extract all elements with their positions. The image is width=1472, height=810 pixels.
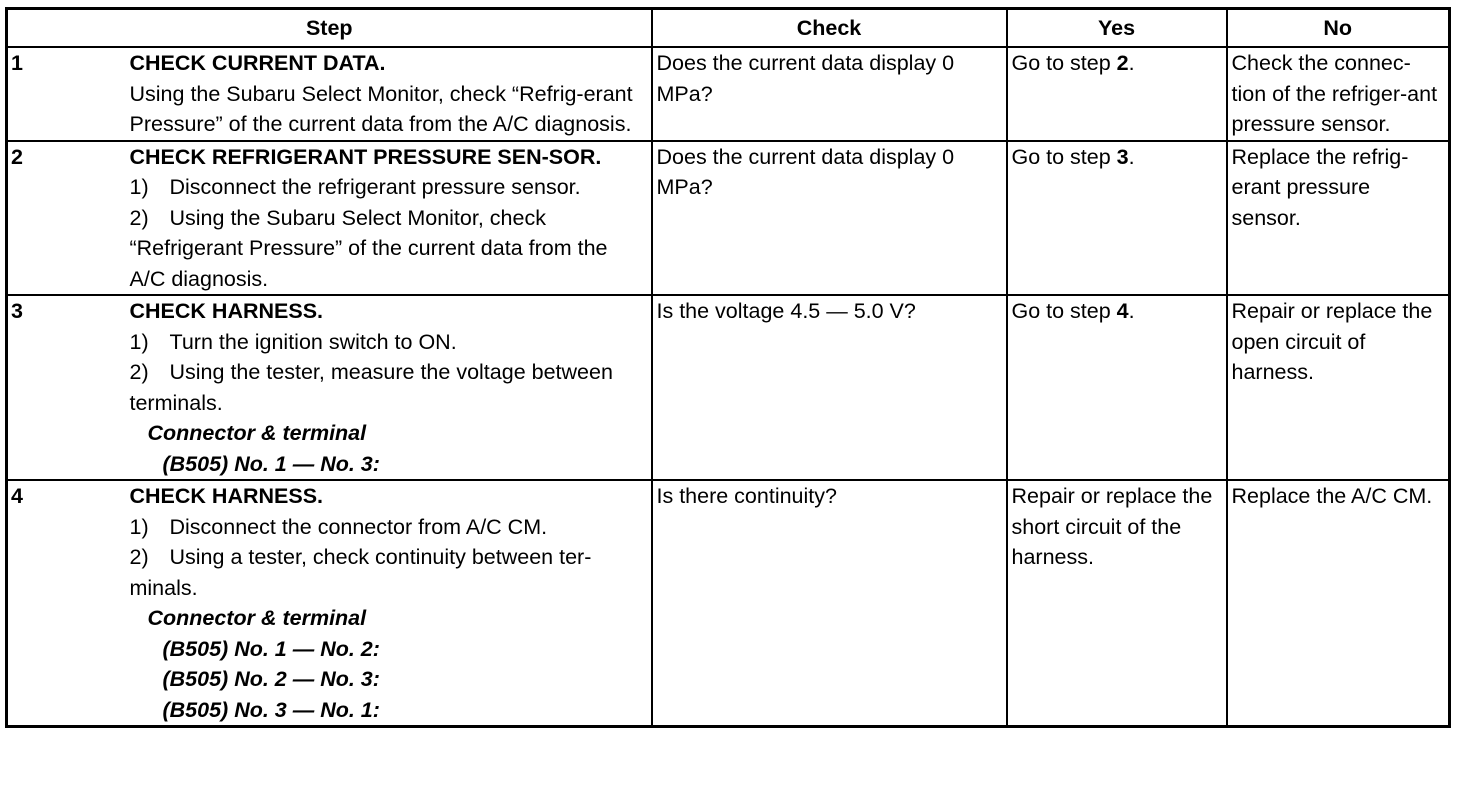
step-item: 2) Using the tester, measure the voltage between terminals. <box>129 360 613 415</box>
step-cell <box>124 47 652 141</box>
header-yes: Yes <box>1007 9 1227 48</box>
step-text: Using the Subaru Select Monitor, check “Refrig-erant Pressure” of the current data from the A/C diagnosis. <box>129 81 633 136</box>
step-item: 1) Turn the ignition switch to ON. <box>129 329 457 354</box>
table-row <box>7 295 1450 480</box>
no-cell: Check the connec-tion of the refriger-ant pressure sensor. <box>1227 47 1450 141</box>
step-cell <box>124 295 652 480</box>
header-check: Check <box>652 9 1007 48</box>
check-cell: Does the current data display 0 MPa? <box>652 47 1007 141</box>
connector-label: Connector & terminal <box>147 421 367 445</box>
step-item: 2) Using the Subaru Select Monitor, check “Refrigerant Pressure” of the current data from the A/C diagnosis. <box>129 205 608 291</box>
step-cell <box>124 480 652 727</box>
check-cell: Is there continuity? <box>652 480 1007 727</box>
document-page <box>5 7 1451 728</box>
table-row <box>7 47 1450 141</box>
connector-terminal: (B505) No. 3 — No. 1: <box>162 697 380 722</box>
no-cell: Replace the refrig-erant pressure sensor. <box>1227 141 1450 296</box>
yes-cell: Go to step 4. <box>1007 295 1227 480</box>
step-cell <box>124 141 652 296</box>
step-number: 2 <box>7 141 124 296</box>
connector-terminal: (B505) No. 1 — No. 3: <box>162 451 380 476</box>
step-title: CHECK REFRIGERANT PRESSURE SEN-SOR. <box>129 144 602 169</box>
yes-cell: Go to step 2. <box>1007 47 1227 141</box>
yes-cell: Repair or replace the short circuit of the harness. <box>1007 480 1227 727</box>
connector-label: Connector & terminal <box>147 606 367 630</box>
table-row <box>7 141 1450 296</box>
table-header-row <box>7 9 1450 48</box>
no-cell: Repair or replace the open circuit of harness. <box>1227 295 1450 480</box>
yes-step-number: 2 <box>1116 51 1129 75</box>
no-cell: Replace the A/C CM. <box>1227 480 1450 727</box>
check-cell: Does the current data display 0 MPa? <box>652 141 1007 296</box>
step-title: CHECK HARNESS. <box>129 299 324 323</box>
step-item: 1) Disconnect the refrigerant pressure sensor. <box>129 175 581 199</box>
header-step: Step <box>7 9 652 48</box>
connector-terminal: (B505) No. 1 — No. 2: <box>162 636 380 661</box>
connector-terminal: (B505) No. 2 — No. 3: <box>162 667 380 691</box>
table-row <box>7 480 1450 727</box>
step-number: 3 <box>7 295 124 480</box>
yes-step-number: 4 <box>1116 299 1129 323</box>
step-item: 1) Disconnect the connector from A/C CM. <box>129 514 548 539</box>
yes-cell: Go to step 3. <box>1007 141 1227 296</box>
step-title: CHECK HARNESS. <box>129 484 324 508</box>
step-number: 4 <box>7 480 124 727</box>
check-cell: Is the voltage 4.5 — 5.0 V? <box>652 295 1007 480</box>
step-number: 1 <box>7 47 124 141</box>
step-item: 2) Using a tester, check continuity between ter-minals. <box>129 545 592 600</box>
diagnostic-table <box>5 7 1451 728</box>
header-no: No <box>1227 9 1450 48</box>
step-title: CHECK CURRENT DATA. <box>129 51 386 75</box>
yes-step-number: 3 <box>1116 144 1129 169</box>
